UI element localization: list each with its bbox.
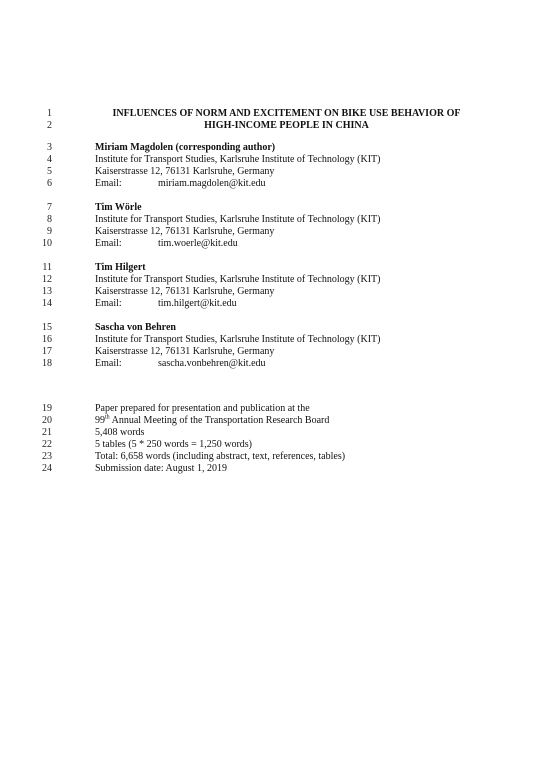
line-number: 17 [42, 346, 52, 357]
email-label: Email: [95, 178, 122, 189]
line-number: 2 [47, 120, 52, 131]
line-number: 1 [47, 108, 52, 119]
author-email-line [95, 178, 483, 190]
email-label: Email: [95, 358, 122, 369]
line-number: 3 [47, 142, 52, 153]
meeting-number: 99 [95, 415, 105, 426]
line-number: 23 [42, 451, 52, 462]
word-count: 5,408 words [95, 427, 145, 438]
line-number: 6 [47, 178, 52, 189]
line-number: 20 [42, 415, 52, 426]
meeting-suffix: th [105, 414, 110, 421]
submission-date: Submission date: August 1, 2019 [95, 463, 227, 474]
line-number: 11 [42, 262, 52, 273]
line-number: 9 [47, 226, 52, 237]
author-email-line [95, 238, 483, 250]
line-number: 15 [42, 322, 52, 333]
meeting-rest: Annual Meeting of the Transportation Research Board [109, 415, 330, 426]
author-institute: Institute for Transport Studies, Karlsruhe Institute of Technology (KIT) [95, 274, 381, 285]
line-number: 19 [42, 403, 52, 414]
author-address: Kaiserstrasse 12, 76131 Karlsruhe, Germany [95, 346, 275, 357]
author-email: tim.woerle@kit.edu [158, 238, 238, 249]
author-email-line [95, 298, 483, 310]
line-number: 18 [42, 358, 52, 369]
table-count: 5 tables (5 * 250 words = 1,250 words) [95, 439, 253, 450]
author-institute: Institute for Transport Studies, Karlsruhe Institute of Technology (KIT) [95, 154, 381, 165]
line-number: 12 [42, 274, 52, 285]
line-number: 4 [47, 154, 52, 165]
email-label: Email: [95, 238, 122, 249]
line-number: 24 [42, 463, 52, 474]
author-address: Kaiserstrasse 12, 76131 Karlsruhe, Germany [95, 226, 275, 237]
total-count: Total: 6,658 words (including abstract, text, references, tables) [95, 451, 346, 462]
line-number: 8 [47, 214, 52, 225]
author-address: Kaiserstrasse 12, 76131 Karlsruhe, Germany [95, 286, 275, 297]
prepared-line: Paper prepared for presentation and publication at the [95, 403, 310, 414]
line-number: 10 [42, 238, 52, 249]
author-institute: Institute for Transport Studies, Karlsruhe Institute of Technology (KIT) [95, 334, 381, 345]
line-number: 16 [42, 334, 52, 345]
author-email: sascha.vonbehren@kit.edu [158, 358, 266, 369]
author-name: Sascha von Behren [95, 322, 176, 333]
line-number: 13 [42, 286, 52, 297]
author-institute: Institute for Transport Studies, Karlsruhe Institute of Technology (KIT) [95, 214, 381, 225]
author-name: Tim Wörle [95, 202, 142, 213]
line-number: 5 [47, 166, 52, 177]
author-email: tim.hilgert@kit.edu [158, 298, 237, 309]
author-email: miriam.magdolen@kit.edu [158, 178, 266, 189]
author-name: Tim Hilgert [95, 262, 146, 273]
line-number: 14 [42, 298, 52, 309]
title-line-2: HIGH-INCOME PEOPLE IN CHINA [204, 120, 369, 131]
author-email-line [95, 358, 483, 370]
line-number: 22 [42, 439, 52, 450]
author-address: Kaiserstrasse 12, 76131 Karlsruhe, Germany [95, 166, 275, 177]
meeting-line [95, 415, 483, 427]
line-number: 7 [47, 202, 52, 213]
author-name: Miriam Magdolen (corresponding author) [95, 142, 276, 153]
email-label: Email: [95, 298, 122, 309]
line-number: 21 [42, 427, 52, 438]
title-line-1: INFLUENCES OF NORM AND EXCITEMENT ON BIKE USE BEHAVIOR OF [112, 108, 461, 119]
